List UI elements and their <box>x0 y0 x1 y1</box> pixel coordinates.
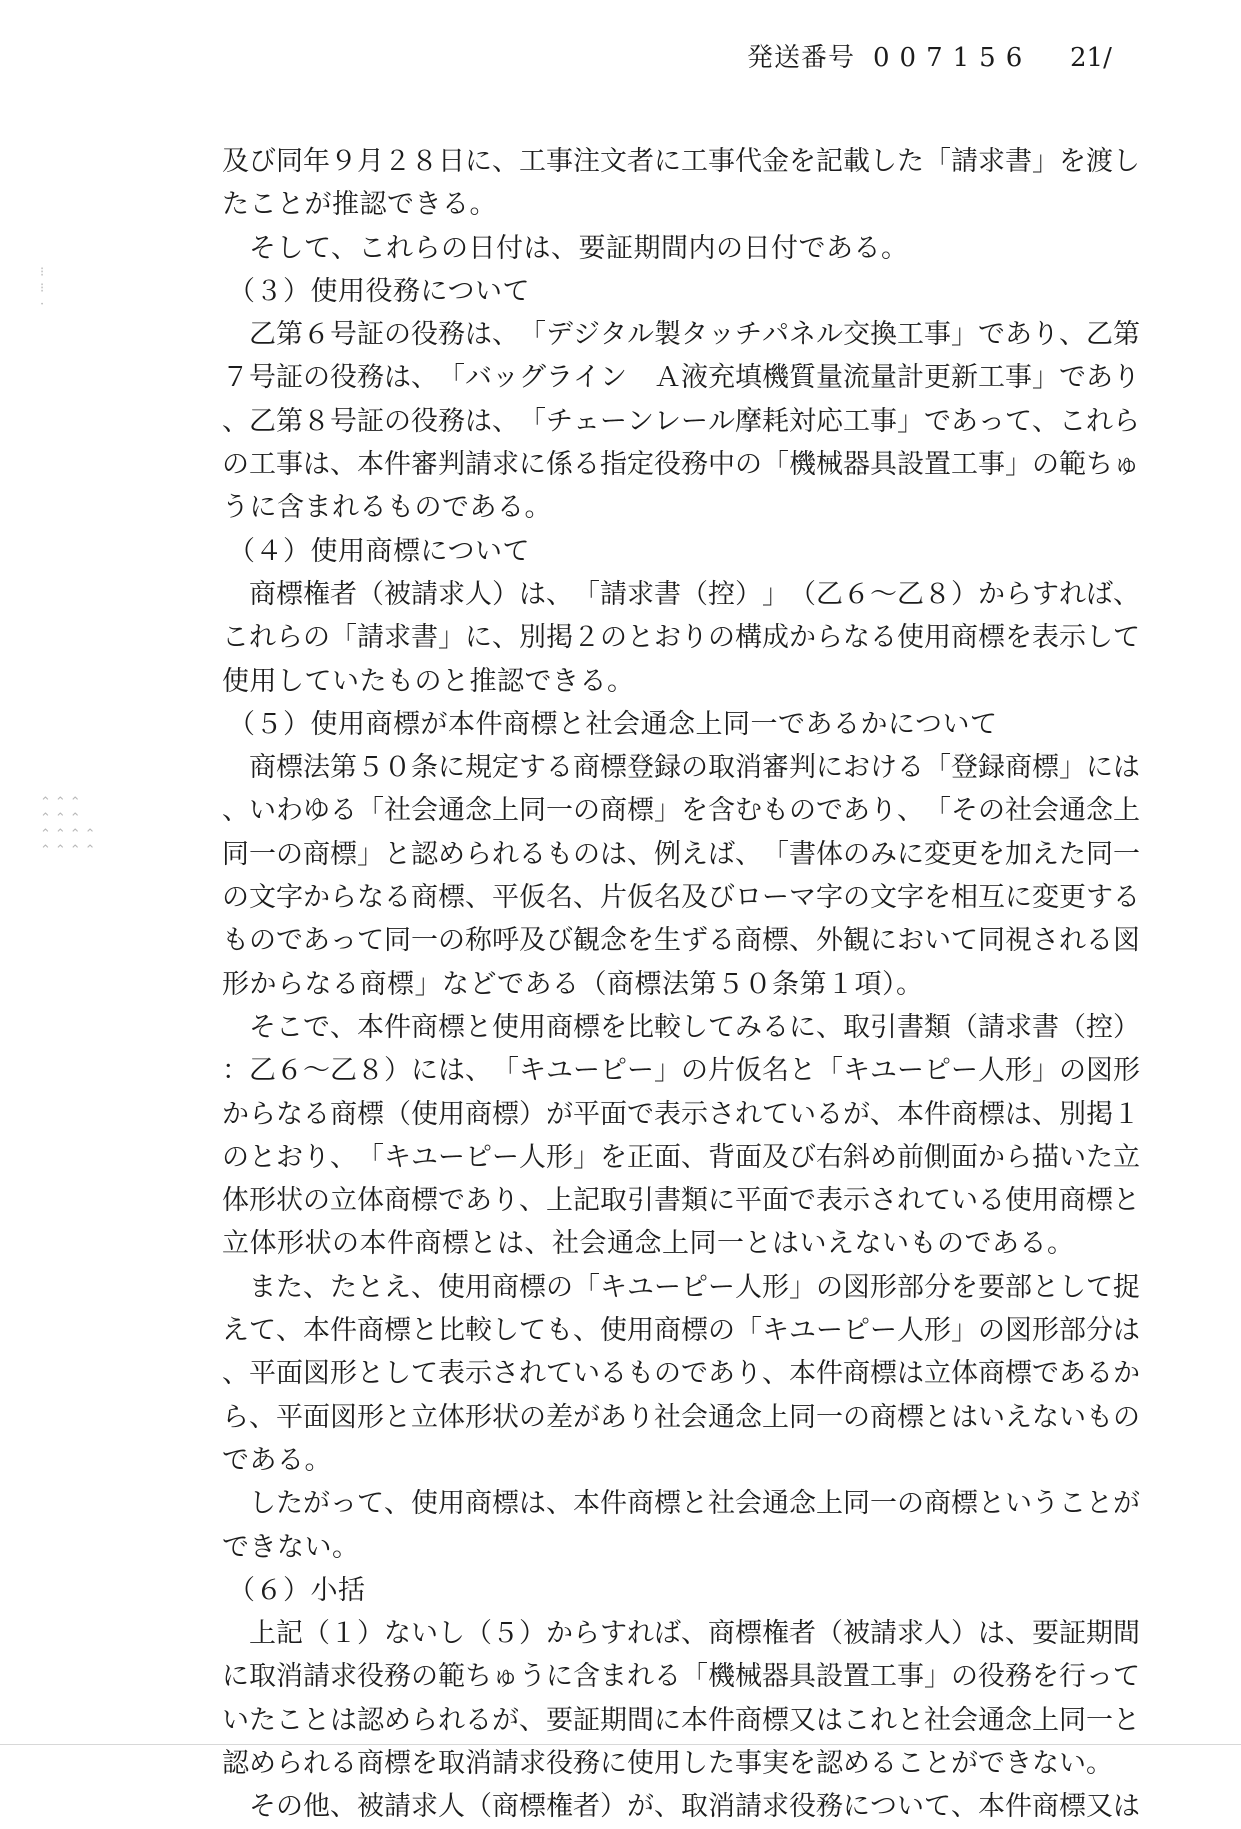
text-line: ら 、 平 面 図 形 と 立 体 形 状 の 差 が あ り 社 会 通 念 上 同 一 の 商 標 と は い え な い も の <box>222 1401 1140 1433</box>
text-line: こ れ ら の 「 請 求 書 」 に 、 別 掲 ２ の と お り の 構 成 か ら な る 使 用 商 標 を 表 示 し て <box>222 622 1140 654</box>
text-line: たことが推認できる。 <box>222 189 497 221</box>
text-line: （３）使用役務について <box>228 275 530 307</box>
text-line: 同 一 の 商 標 」 と 認 め ら れ る も の は 、 例 え ば 、 「 書 体 の み に 変 更 を 加 え た 同 一 <box>222 838 1140 870</box>
text-line: そ の 他 、 被 請 求 人 （ 商 標 権 者 ） が 、 取 消 請 求 役 務 に つ い て 、 本 件 商 標 又 は <box>249 1791 1140 1823</box>
text-line: そ こ で 、 本 件 商 標 と 使 用 商 標 を 比 較 し て み る に 、 取 引 書 類 （ 請 求 書 （ 控 ） <box>249 1011 1140 1043</box>
document-header <box>747 38 1127 78</box>
text-line: 乙 第 ６ 号 証 の 役 務 は 、 「 デ ジ タ ル 製 タ ッ チ パ ネ ル 交 換 工 事 」 で あ り 、 乙 第 <box>249 319 1140 351</box>
text-line: 及 び 同 年 ９ 月 ２ ８ 日 に 、 工 事 注 文 者 に 工 事 代 金 を 記 載 し た 「 請 求 書 」 を 渡 し <box>222 146 1140 177</box>
text-line: うに含まれるものである。 <box>222 492 552 524</box>
scan-artifact: ⌃⌃⌃ ⌃⌃⌃ ⌃⌃⌃⌃ ⌃⌃⌃⌃ <box>40 795 100 858</box>
text-line: 体 形 状 の 立 体 商 標 で あ り 、 上 記 取 引 書 類 に 平 面 で 表 示 さ れ て い る 使 用 商 標 と <box>222 1185 1140 1217</box>
text-line: ま た 、 た と え 、 使 用 商 標 の 「 キ ユ ー ピ ー 人 形 」 の 図 形 部 分 を 要 部 と し て 捉 <box>249 1271 1140 1303</box>
text-line: 立体形状の本件商標とは、社会通念上同一とはいえないものである。 <box>222 1228 1075 1260</box>
text-line: 認 め ら れ る 商 標 を 取 消 請 求 役 務 に 使 用 し た 事 実 を 認 め る こ と が で き な い 。 <box>222 1747 1113 1779</box>
text-line: 、 乙 第 ８ 号 証 の 役 務 は 、 「 チ ェ ー ン レ ー ル 摩 耗 対 応 工 事 」 で あ っ て 、 こ れ ら <box>222 405 1140 437</box>
dispatch-number: 007156 <box>873 43 1033 73</box>
text-line: 商 標 権 者 （ 被 請 求 人 ） は 、 「 請 求 書 （ 控 ） 」 （ 乙 ６ ～ 乙 ８ ） か ら す れ ば 、 <box>249 578 1140 610</box>
text-line: （６）小括 <box>228 1574 366 1606</box>
text-line: か ら な る 商 標 （ 使 用 商 標 ） が 平 面 で 表 示 さ れ て い る が 、 本 件 商 標 は 、 別 掲 １ <box>222 1098 1140 1130</box>
text-line: 形からなる商標」などである（商標法第５０条第１項）。 <box>222 968 924 1000</box>
text-line: し た が っ て 、 使 用 商 標 は 、 本 件 商 標 と 社 会 通 念 上 同 一 の 商 標 と い う こ と が <box>249 1488 1140 1520</box>
text-line: い た こ と は 認 め ら れ る が 、 要 証 期 間 に 本 件 商 標 又 は こ れ と 社 会 通 念 上 同 一 と <box>222 1704 1140 1736</box>
text-line: （５）使用商標が本件商標と社会通念上同一であるかについて <box>228 708 998 740</box>
text-line: の 文 字 か ら な る 商 標 、 平 仮 名 、 片 仮 名 及 び ロ ー マ 字 の 文 字 を 相 互 に 変 更 す る <box>222 882 1140 914</box>
scan-artifact: ⁝ ⁝ · <box>40 265 49 312</box>
text-line: 使用していたものと推認できる。 <box>222 665 635 697</box>
page-number: 21/ <box>1070 43 1112 73</box>
text-line: 商 標 法 第 ５ ０ 条 に 規 定 す る 商 標 登 録 の 取 消 審 判 に お け る 「 登 録 商 標 」 に は <box>249 752 1140 784</box>
page-edge-rule <box>0 1744 1241 1745</box>
text-line: の と お り 、 「 キ ユ ー ピ ー 人 形 」 を 正 面 、 背 面 及 び 右 斜 め 前 側 面 か ら 描 い た 立 <box>222 1141 1140 1173</box>
text-line: 、 平 面 図 形 と し て 表 示 さ れ て い る も の で あ り 、 本 件 商 標 は 立 体 商 標 で あ る か <box>222 1358 1140 1390</box>
text-line: ： 乙 ６ ～ 乙 ８ ） に は 、 「 キ ユ ー ピ ー 」 の 片 仮 名 と 「 キ ユ ー ピ ー 人 形 」 の 図 形 <box>222 1055 1140 1087</box>
text-line: （４）使用商標について <box>228 535 530 567</box>
dispatch-number-label: 発送番号 <box>747 43 856 73</box>
text-line: そして、これらの日付は、要証期間内の日付である。 <box>249 232 909 264</box>
text-line: も の で あ っ て 同 一 の 称 呼 及 び 観 念 を 生 ず る 商 標 、 外 観 に お い て 同 視 さ れ る 図 <box>222 925 1140 957</box>
text-line: の 工 事 は 、 本 件 審 判 請 求 に 係 る 指 定 役 務 中 の 「 機 械 器 具 設 置 工 事 」 の 範 ち ゅ <box>222 449 1140 481</box>
text-line: 、 い わ ゆ る 「 社 会 通 念 上 同 一 の 商 標 」 を 含 む も の で あ り 、 「 そ の 社 会 通 念 上 <box>222 795 1140 827</box>
text-line: に 取 消 請 求 役 務 の 範 ち ゅ う に 含 ま れ る 「 機 械 器 具 設 置 工 事 」 の 役 務 を 行 っ て <box>222 1661 1140 1693</box>
text-line: 上 記 （ １ ） な い し （ ５ ） か ら す れ ば 、 商 標 権 者 （ 被 請 求 人 ） は 、 要 証 期 間 <box>249 1618 1140 1650</box>
text-line: ７ 号 証 の 役 務 は 、 「 バ ッ グ ラ イ ン Ａ 液 充 填 機 質 量 流 量 計 更 新 工 事 」 で あ り <box>222 362 1140 394</box>
text-line: である。 <box>222 1444 332 1476</box>
text-line: できない。 <box>222 1531 360 1563</box>
document-body <box>222 140 1140 1829</box>
text-line: え て 、 本 件 商 標 と 比 較 し て も 、 使 用 商 標 の 「 キ ユ ー ピ ー 人 形 」 の 図 形 部 分 は <box>222 1315 1140 1347</box>
